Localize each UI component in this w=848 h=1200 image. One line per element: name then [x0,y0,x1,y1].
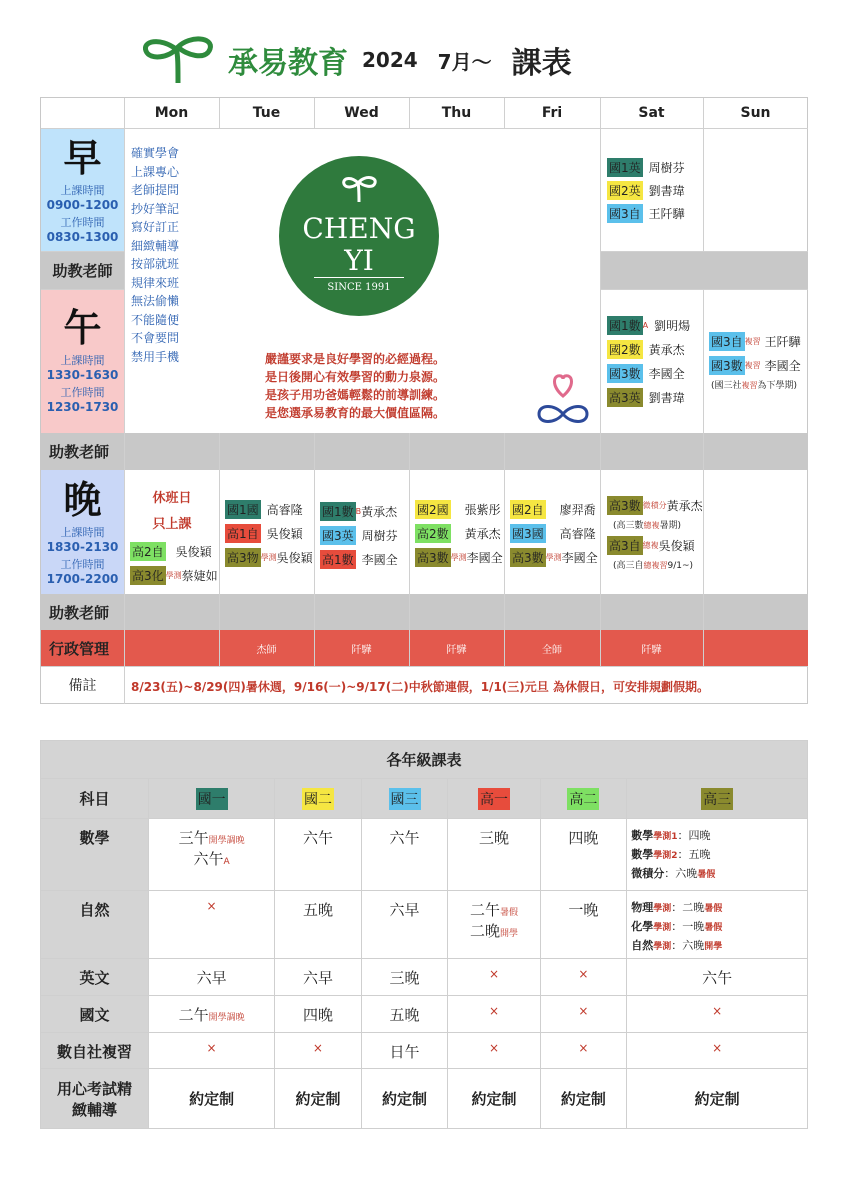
h3-time: ：五晚 [677,848,711,861]
cell-sub: 開學調晚 [208,1013,245,1023]
class-tag: 國2數 [607,340,643,359]
note-text: (國三社 [711,381,742,391]
cell-sub: A [223,857,230,867]
admin-sat: 阡驊 [641,644,662,656]
h3-time: ：六晚 [664,867,698,880]
cell: × [540,1033,627,1069]
note-text: 為下學期) [757,381,798,391]
h3-sub: 學測 [653,942,672,952]
class-tag: 高2數 [415,524,451,543]
class-sub: 微積分 [642,501,667,510]
month: 7月～ [437,49,492,74]
teacher: 李國全 [466,551,503,565]
class-tag: 高3化 [130,566,166,585]
sun-afternoon-1 [709,332,801,351]
class-sub: 總複 [642,541,659,550]
teacher: 劉書瑋 [648,391,685,405]
class-tag: 國3自 [709,332,745,351]
class-tag: 國3國 [510,524,546,543]
grade-h1: 高一 [478,788,510,810]
wed-evening-3 [320,550,398,569]
teacher: 吳俊穎 [266,527,303,541]
cell-h3-math [627,819,808,891]
period-char: 晚 [63,478,102,522]
assistant-cells-morning [600,251,808,289]
cell: 六早 [275,959,362,996]
cell: 約定制 [361,1069,448,1129]
note-text: 暑期) [659,521,682,531]
class-sub: A [642,321,649,330]
teacher: 高睿隆 [559,527,596,541]
h3-sub: 學測 [653,904,672,914]
class-sub: B [355,507,362,516]
cell-main: 三午 [178,829,209,847]
sat-afternoon-1 [607,316,690,335]
fri-evening-3 [510,548,598,567]
teacher: 周樹芬 [361,529,398,543]
sat-morning-3 [607,204,685,223]
class-tag: 國1數 [607,316,643,335]
cell [149,996,275,1033]
cell: 一晚 [540,891,627,959]
cell-h3-science [627,891,808,959]
cell: 六午 [275,819,362,891]
day-sun: Sun [740,105,771,121]
assistant-label: 助教老師 [52,261,113,280]
sat-evening-2 [607,536,695,555]
subject-name: 自然 [41,891,149,959]
teacher: 李國全 [764,359,801,373]
period-evening [41,478,124,586]
h3-subject: 化學 [631,920,654,933]
cell: × [448,959,540,996]
cell: 六早 [149,959,275,996]
sun-afternoon-2 [709,356,801,375]
cell: × [275,1033,362,1069]
grade-row-science [41,891,808,959]
header [140,30,572,90]
teacher: 李國全 [361,553,398,567]
class-sub: 學測 [165,571,182,580]
class-tag: 高3數 [510,548,546,567]
fri-evening-1 [510,500,596,519]
rules-list [131,144,179,366]
class-sub: 複習 [744,337,761,346]
h3-subject: 微積分 [631,867,665,880]
teacher: 張紫彤 [464,503,501,517]
note-sub: 總複 [643,521,660,530]
class-tag: 國2自 [510,500,546,519]
class-tag: 國3自 [607,204,643,223]
logo-text-1: CHENG [302,212,416,245]
class-sub: 學測 [545,553,562,562]
motto [265,350,445,422]
rule-item: 寫好訂正 [131,220,180,234]
grade-g7: 國一 [196,788,228,810]
sprout-logo-icon [140,35,216,85]
admin-thu: 阡驊 [446,644,467,656]
rule-item: 規律來班 [131,275,180,290]
class-time: 0900-1200 [46,198,119,212]
mon-evening-2 [130,566,218,585]
rule-item: 上課專心 [131,164,180,179]
grade-row-tutoring [41,1069,808,1129]
class-time: 1830-2130 [46,540,119,554]
cell: 六午 [361,819,448,891]
cell-sub: 開學 [499,929,518,939]
class-sub: 學測 [260,553,277,562]
fri-evening-2 [510,524,596,543]
sat-afternoon-3 [607,364,685,383]
subject-name: 數學 [41,819,149,891]
class-tag: 國1數 [320,502,356,521]
teacher: 廖羿喬 [559,503,596,517]
class-tag: 國3英 [320,526,356,545]
logo-text-2: YI [344,244,374,277]
motto-line: 嚴謹要求是良好學習的必經過程。 [265,352,446,366]
weekly-schedule [40,97,808,704]
cell-main: 二午 [469,901,500,919]
teacher: 周樹芬 [648,161,685,175]
assistant-row-afternoon [41,433,808,470]
cell: × [149,1033,275,1069]
logo-text-3: SINCE 1991 [327,282,391,293]
class-tag: 高1自 [225,524,261,543]
admin-wed: 阡驊 [351,644,372,656]
grade-row-english [41,959,808,996]
grade-schedule-table [40,740,808,1129]
chengyi-logo [279,156,439,316]
rule-item: 細緻輔導 [131,238,180,253]
cell-main: 六午 [193,850,224,868]
note-sub: 複習 [741,381,758,390]
day-tue: Tue [252,105,281,121]
admin-label: 行政管理 [49,639,110,658]
cell: 五晚 [275,891,362,959]
cell: × [627,1033,808,1069]
period-char: 午 [63,306,102,350]
teacher: 李國全 [561,551,598,565]
note-text: 9/1~) [667,561,694,571]
cell: 約定制 [448,1069,540,1129]
teacher: 黃承杰 [666,499,703,513]
rule-item: 禁用手機 [131,349,180,364]
work-time: 1230-1730 [46,400,119,414]
subject-label: 科目 [41,779,149,819]
rule-item: 不能隨便 [131,312,180,327]
work-time-label: 工作時間 [60,558,105,571]
sprout-icon [339,174,379,204]
wed-evening-2 [320,526,398,545]
rule-item: 老師提問 [131,183,180,197]
teacher: 黃承杰 [648,343,685,357]
cell: 四晚 [275,996,362,1033]
cell-main: 二晚 [469,922,500,940]
day-fri: Fri [541,105,563,121]
sat-evening-note-2 [613,558,693,571]
cell-main: 二午 [178,1006,209,1024]
sat-afternoon-4 [607,388,685,407]
subject-name: 數自社複習 [41,1033,149,1069]
grade-g8: 國二 [302,788,334,810]
heart-infinity-icon [531,366,595,430]
admin-fri: 全師 [542,644,562,656]
rule-item: 確實學會 [131,146,180,160]
grade-row-math [41,819,808,891]
cell: 約定制 [275,1069,362,1129]
class-sub: 學測 [450,553,467,562]
teacher: 劉明煬 [654,319,691,333]
period-char: 早 [63,136,102,180]
class-tag: 高3英 [607,388,643,407]
note-label: 備註 [68,678,97,694]
h3-subject: 物理 [631,901,654,914]
thu-evening-3 [415,548,503,567]
sat-morning-2 [607,181,685,200]
sat-evening-1 [607,496,703,515]
grade-h3: 高三 [701,788,733,810]
class-time: 1330-1630 [46,368,119,382]
cell: × [149,891,275,959]
class-tag: 高3數 [607,496,643,515]
h3-sub: 學測2 [653,851,678,861]
cell: × [448,1033,540,1069]
cell [149,819,275,891]
h3-sub: 暑假 [697,870,716,880]
h3-sub: 暑假 [704,904,723,914]
teacher: 吳俊穎 [175,545,212,559]
cell: × [540,996,627,1033]
work-time: 0830-1300 [46,230,119,244]
sat-evening-note-1 [613,518,681,531]
h3-sub: 暑假 [704,923,723,933]
day-sat: Sat [638,105,665,121]
cell: × [540,959,627,996]
grade-h2: 高二 [567,788,599,810]
class-tag: 國2國 [415,500,451,519]
h3-time: ：一晚 [671,920,705,933]
cell-sub: 暑假 [499,908,518,918]
motto-line: 是您選承易教育的最大價值區隔。 [265,406,446,420]
teacher: 李國全 [648,367,685,381]
h3-subject: 自然 [631,939,654,952]
cell: × [627,996,808,1033]
teacher: 高睿隆 [266,503,303,517]
cell-sub: 開學調晚 [208,836,245,846]
assistant-row-morning [41,251,124,289]
h3-sub: 開學 [704,942,723,952]
work-time-label: 工作時間 [60,216,105,229]
cell: 三晚 [448,819,540,891]
year: 2024 [362,48,418,72]
teacher: 王阡驊 [764,335,801,349]
sat-morning-1 [607,158,685,177]
class-time-label: 上課時間 [60,526,105,539]
h3-sub: 學測1 [653,832,678,842]
h3-subject: 數學 [631,829,654,842]
grade-g9: 國三 [389,788,421,810]
cell: 六早 [361,891,448,959]
cell: 三晚 [361,959,448,996]
teacher: 劉書瑋 [648,184,685,198]
motto-line: 是孩子用功爸媽輕鬆的前導訓練。 [265,388,446,402]
cell: × [448,996,540,1033]
cell: 約定制 [540,1069,627,1129]
class-tag: 國1國 [225,500,261,519]
sun-afternoon-note [711,378,797,391]
class-time-label: 上課時間 [60,184,105,197]
teacher: 吳俊穎 [658,539,695,553]
class-time-label: 上課時間 [60,354,105,367]
class-tag: 高1數 [320,550,356,569]
grade-table-title: 各年級課表 [41,741,808,779]
wed-evening-1 [320,502,397,521]
class-tag: 高3自 [607,536,643,555]
subject-name: 英文 [41,959,149,996]
period-morning [41,136,124,244]
note-text: (高三數 [613,521,644,531]
rule-item: 無法偷懶 [131,294,180,308]
grade-header-row [41,779,808,819]
day-wed: Wed [344,105,379,121]
rule-item: 按部就班 [131,257,180,271]
class-tag: 高2自 [130,542,166,561]
period-afternoon [41,306,124,414]
note-text: (高三自 [613,561,644,571]
subject-name: 用心考試精緻輔導 [41,1069,149,1129]
page-title: 課表 [511,46,572,81]
admin-tue: 杰師 [256,644,277,656]
class-tag: 國1英 [607,158,643,177]
class-tag: 高3數 [415,548,451,567]
rule-item: 抄好筆記 [131,201,180,216]
tue-evening-1 [225,500,303,519]
cell: 四晚 [540,819,627,891]
cell: 日午 [361,1033,448,1069]
note-sub: 總複習 [643,561,668,570]
tue-evening-3 [225,548,313,567]
work-time-label: 工作時間 [60,386,105,399]
day-thu: Thu [441,105,472,121]
notice-line: 只上課 [152,517,192,532]
h3-time: ：二晚 [671,901,705,914]
cell: 六午 [627,959,808,996]
class-tag: 國2英 [607,181,643,200]
cell: 五晚 [361,996,448,1033]
grade-row-chinese [41,996,808,1033]
tue-evening-2 [225,524,303,543]
grade-row-review [41,1033,808,1069]
day-mon: Mon [154,105,189,121]
motto-line: 是日後開心有效學習的動力泉源。 [265,370,446,384]
cell: 約定制 [627,1069,808,1129]
subject-name: 國文 [41,996,149,1033]
class-tag: 高3物 [225,548,261,567]
thu-evening-2 [415,524,501,543]
cell: 約定制 [149,1069,275,1129]
class-sub: 複習 [744,361,761,370]
mon-evening-1 [130,542,212,561]
assistant-label: 助教老師 [49,443,110,461]
work-time: 1700-2200 [46,572,119,586]
h3-time: ：六晚 [671,939,705,952]
class-tag: 國3數 [709,356,745,375]
cell [448,891,540,959]
note-text: 8/23(五)~8/29(四)暑休週，9/16(一)~9/17(二)中秋節連假，1/1(三)元旦 為休假日，可安排規劃假期。 [131,680,709,694]
h3-subject: 數學 [631,848,654,861]
brand-name: 承易教育 [228,46,348,81]
teacher: 黃承杰 [464,527,501,541]
mon-evening-notice [125,486,219,538]
thu-evening-1 [415,500,501,519]
teacher: 吳俊穎 [276,551,313,565]
rule-item: 不會要問 [131,331,180,345]
assistant-label: 助教老師 [49,603,110,622]
assistant-row-evening [41,594,808,630]
teacher: 王阡驊 [648,207,685,221]
h3-sub: 學測 [653,923,672,933]
teacher: 黃承杰 [361,505,398,519]
sat-afternoon-2 [607,340,685,359]
class-tag: 國3數 [607,364,643,383]
h3-time: ：四晚 [677,829,711,842]
teacher: 蔡婕如 [181,569,218,583]
notice-line: 休班日 [152,491,192,506]
